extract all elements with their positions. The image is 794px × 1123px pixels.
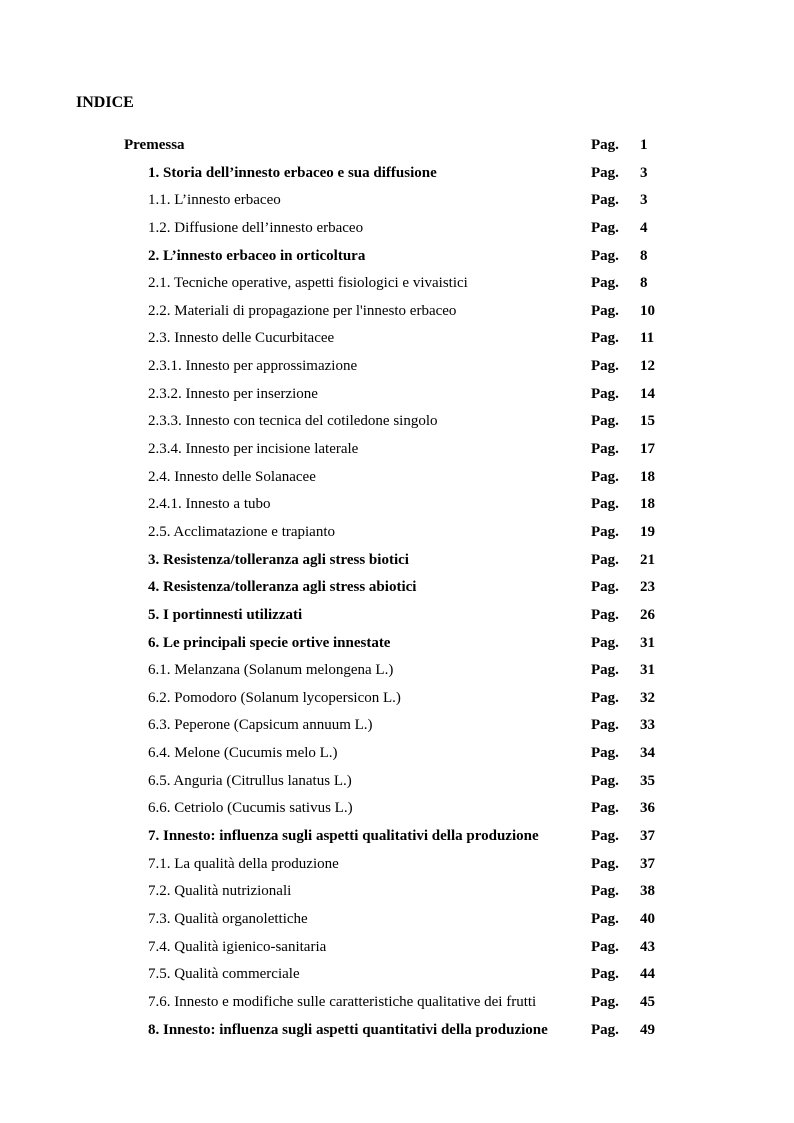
toc-entry [0, 546, 794, 574]
toc-entry-page-number: 4 [640, 219, 648, 236]
toc-entry [0, 1016, 794, 1044]
toc-entry [0, 269, 794, 297]
toc-entry-pag-label: Pag. [591, 1021, 619, 1038]
toc-entry [0, 131, 794, 159]
toc-entry-title: 8. Innesto: influenza sugli aspetti quantitativi della produzione [148, 1021, 548, 1038]
toc-entry [0, 850, 794, 878]
toc-entry-page-number: 36 [640, 800, 655, 817]
toc-entry-page-number: 37 [640, 855, 655, 872]
toc-entry-pag-label: Pag. [591, 275, 619, 292]
toc-entry-pag-label: Pag. [591, 689, 619, 706]
toc-entry-title: 2.2. Materiali di propagazione per l'innesto erbaceo [148, 302, 457, 319]
toc-entry-page-number: 33 [640, 717, 655, 734]
table-of-contents [0, 131, 794, 1043]
toc-entry-page-number: 26 [640, 606, 655, 623]
toc-entry-title: 6. Le principali specie ortive innestate [148, 634, 391, 651]
toc-entry-pag-label: Pag. [591, 910, 619, 927]
toc-entry-title: 7.5. Qualità commerciale [148, 966, 300, 983]
toc-entry-pag-label: Pag. [591, 717, 619, 734]
toc-entry-pag-label: Pag. [591, 164, 619, 181]
toc-entry [0, 242, 794, 270]
toc-entry [0, 159, 794, 187]
toc-entry-title: 2.3. Innesto delle Cucurbitacee [148, 330, 335, 347]
toc-entry-page-number: 43 [640, 938, 655, 955]
toc-entry [0, 324, 794, 352]
toc-entry-page-number: 35 [640, 772, 655, 789]
toc-entry-title: 2.5. Acclimatazione e trapianto [148, 523, 336, 540]
toc-entry [0, 794, 794, 822]
toc-entry [0, 933, 794, 961]
toc-entry-page-number: 37 [640, 828, 655, 845]
toc-entry-pag-label: Pag. [591, 302, 619, 319]
toc-entry-title: Premessa [124, 137, 185, 153]
toc-entry [0, 960, 794, 988]
toc-entry-page-number: 31 [640, 634, 655, 651]
toc-entry [0, 297, 794, 325]
toc-entry-page-number: 23 [640, 579, 655, 596]
toc-entry [0, 214, 794, 242]
toc-entry-title: 2.3.4. Innesto per incisione laterale [148, 441, 359, 458]
toc-entry-pag-label: Pag. [591, 745, 619, 762]
toc-entry [0, 767, 794, 795]
toc-entry-pag-label: Pag. [591, 634, 619, 651]
toc-entry-pag-label: Pag. [591, 966, 619, 983]
toc-entry [0, 463, 794, 491]
toc-entry-title: 2.1. Tecniche operative, aspetti fisiologici e vivaistici [148, 275, 468, 292]
toc-entry-page-number: 15 [640, 413, 655, 430]
toc-entry-title: 2. L’innesto erbaceo in orticoltura [148, 247, 366, 264]
toc-entry-page-number: 38 [640, 883, 655, 900]
toc-entry [0, 435, 794, 463]
toc-entry-page-number: 12 [640, 358, 655, 375]
toc-entry-title: 6.3. Peperone (Capsicum annuum L.) [148, 717, 373, 734]
toc-entry-pag-label: Pag. [591, 219, 619, 236]
toc-entry-pag-label: Pag. [591, 523, 619, 540]
toc-entry-title: 3. Resistenza/tolleranza agli stress biotici [148, 551, 409, 568]
toc-entry-title: 6.2. Pomodoro (Solanum lycopersicon L.) [148, 689, 401, 706]
toc-entry [0, 186, 794, 214]
toc-entry-page-number: 1 [640, 137, 648, 153]
toc-entry-page-number: 10 [640, 302, 655, 319]
toc-entry-page-number: 34 [640, 745, 655, 762]
toc-entry-title: 6.6. Cetriolo (Cucumis sativus L.) [148, 800, 353, 817]
toc-entry [0, 490, 794, 518]
toc-entry-pag-label: Pag. [591, 993, 619, 1010]
toc-entry-title: 1.1. L’innesto erbaceo [148, 192, 281, 209]
page-title: INDICE [76, 94, 134, 111]
toc-entry [0, 905, 794, 933]
toc-entry [0, 352, 794, 380]
toc-entry-page-number: 44 [640, 966, 655, 983]
toc-entry [0, 656, 794, 684]
toc-entry-title: 5. I portinnesti utilizzati [148, 606, 303, 623]
toc-entry-title: 2.3.3. Innesto con tecnica del cotiledone singolo [148, 413, 438, 430]
toc-entry-title: 6.5. Anguria (Citrullus lanatus L.) [148, 772, 352, 789]
toc-entry-pag-label: Pag. [591, 938, 619, 955]
toc-entry [0, 407, 794, 435]
toc-entry-page-number: 21 [640, 551, 655, 568]
toc-entry-page-number: 17 [640, 441, 655, 458]
toc-entry-page-number: 31 [640, 662, 655, 679]
toc-entry-pag-label: Pag. [591, 192, 619, 209]
toc-entry-pag-label: Pag. [591, 855, 619, 872]
toc-entry-page-number: 14 [640, 385, 655, 402]
toc-entry-pag-label: Pag. [591, 441, 619, 458]
toc-entry-title: 7. Innesto: influenza sugli aspetti qualitativi della produzione [148, 828, 539, 845]
toc-entry [0, 518, 794, 546]
toc-entry [0, 739, 794, 767]
toc-entry [0, 684, 794, 712]
toc-entry-title: 7.4. Qualità igienico-sanitaria [148, 938, 327, 955]
toc-entry-page-number: 45 [640, 993, 655, 1010]
toc-entry-pag-label: Pag. [591, 496, 619, 513]
toc-entry-page-number: 3 [640, 192, 648, 209]
toc-entry-page-number: 8 [640, 275, 648, 292]
toc-entry-title: 2.3.1. Innesto per approssimazione [148, 358, 358, 375]
toc-entry [0, 629, 794, 657]
toc-entry-pag-label: Pag. [591, 606, 619, 623]
toc-entry-title: 2.4.1. Innesto a tubo [148, 496, 271, 513]
toc-entry-title: 1. Storia dell’innesto erbaceo e sua diffusione [148, 164, 437, 181]
toc-entry-title: 2.3.2. Innesto per inserzione [148, 385, 318, 402]
toc-entry-page-number: 18 [640, 468, 655, 485]
toc-entry-title: 7.1. La qualità della produzione [148, 855, 339, 872]
toc-entry-pag-label: Pag. [591, 662, 619, 679]
toc-entry [0, 988, 794, 1016]
toc-entry-pag-label: Pag. [591, 883, 619, 900]
toc-entry-pag-label: Pag. [591, 772, 619, 789]
toc-entry-title: 2.4. Innesto delle Solanacee [148, 468, 316, 485]
toc-entry-pag-label: Pag. [591, 800, 619, 817]
toc-entry-page-number: 40 [640, 910, 655, 927]
toc-entry-page-number: 32 [640, 689, 655, 706]
toc-entry-title: 6.4. Melone (Cucumis melo L.) [148, 745, 338, 762]
toc-entry [0, 601, 794, 629]
toc-entry-title: 4. Resistenza/tolleranza agli stress abiotici [148, 579, 417, 596]
toc-entry [0, 573, 794, 601]
toc-entry [0, 711, 794, 739]
toc-entry-pag-label: Pag. [591, 551, 619, 568]
toc-entry-pag-label: Pag. [591, 385, 619, 402]
toc-entry-pag-label: Pag. [591, 413, 619, 430]
toc-entry-page-number: 3 [640, 164, 648, 181]
toc-entry-title: 6.1. Melanzana (Solanum melongena L.) [148, 662, 394, 679]
toc-entry-title: 1.2. Diffusione dell’innesto erbaceo [148, 219, 364, 236]
toc-entry-page-number: 49 [640, 1021, 655, 1038]
toc-entry-page-number: 8 [640, 247, 648, 264]
toc-entry-page-number: 19 [640, 523, 655, 540]
toc-entry-pag-label: Pag. [591, 330, 619, 347]
toc-entry-pag-label: Pag. [591, 358, 619, 375]
toc-entry [0, 877, 794, 905]
toc-entry-title: 7.6. Innesto e modifiche sulle caratteristiche qualitative dei frutti [148, 993, 537, 1010]
toc-entry-pag-label: Pag. [591, 468, 619, 485]
toc-entry-title: 7.3. Qualità organolettiche [148, 910, 308, 927]
toc-entry-pag-label: Pag. [591, 137, 619, 153]
toc-entry-pag-label: Pag. [591, 579, 619, 596]
toc-entry [0, 380, 794, 408]
toc-entry-pag-label: Pag. [591, 828, 619, 845]
toc-entry-page-number: 11 [640, 330, 655, 347]
toc-entry [0, 822, 794, 850]
toc-entry-page-number: 18 [640, 496, 655, 513]
toc-entry-pag-label: Pag. [591, 247, 619, 264]
toc-entry-title: 7.2. Qualità nutrizionali [148, 883, 292, 900]
